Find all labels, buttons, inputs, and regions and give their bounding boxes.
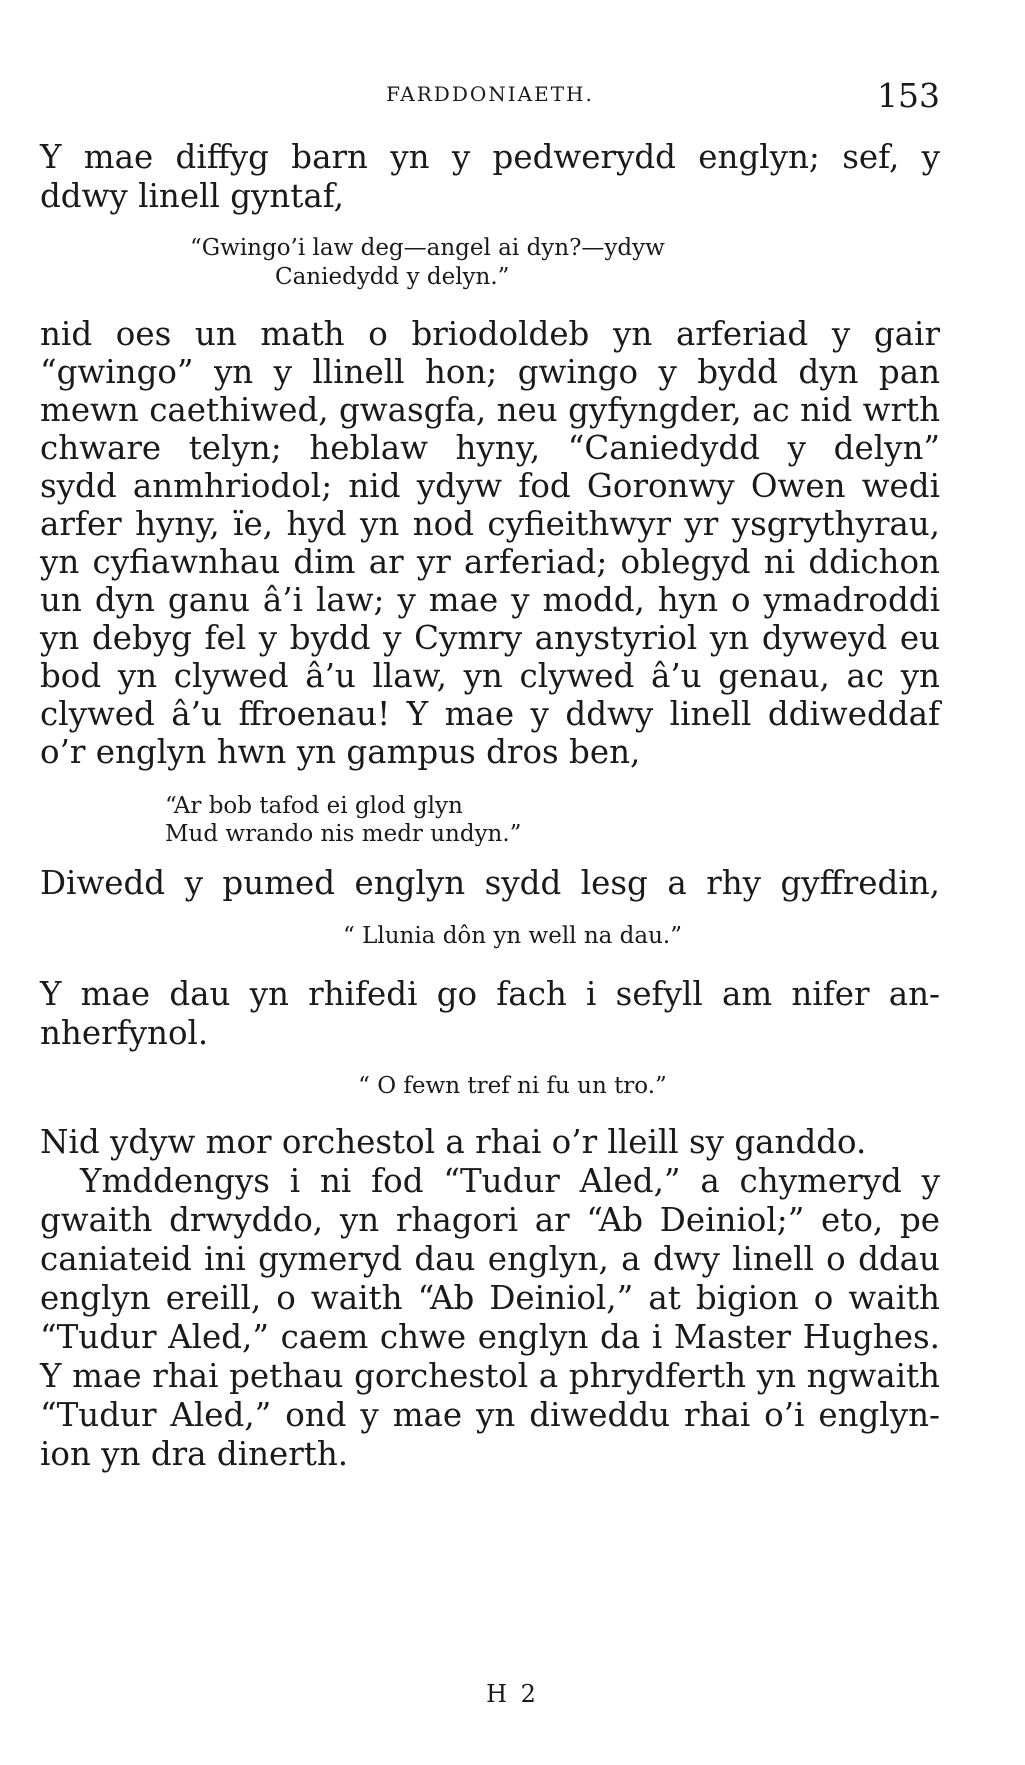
text-line: sydd anmhriodol; nid ydyw fod Goronwy Owen wedi: [40, 467, 940, 505]
text-line: nherfynol.: [40, 1014, 209, 1052]
running-header: [40, 76, 940, 116]
text-line: caniateid ini gymeryd dau englyn, a dwy linell o ddau: [40, 1240, 940, 1278]
text-line: Y mae diffyg barn yn y pedwerydd englyn; sef, y: [40, 138, 940, 176]
text-line: nid oes un math o briodoldeb yn arferiad y gair: [40, 315, 940, 353]
text-line: ion yn dra dinerth.: [40, 1435, 349, 1473]
text-line: Y mae dau yn rhifedi go fach i sefyll am nifer an-: [40, 975, 940, 1013]
text-line: gwaith drwyddo, yn rhagori ar “Ab Deiniol;” eto, pe: [40, 1201, 940, 1239]
text-line: Diwedd y pumed englyn sydd lesg a rhy gyffredin,: [40, 864, 940, 902]
text-line: englyn ereill, o waith “Ab Deiniol,” at bigion o waith: [40, 1279, 940, 1317]
text-line: o’r englyn hwn yn gampus dros ben,: [40, 733, 641, 771]
quote-line: “Gwingo’i law deg—angel ai dyn?—ydyw: [190, 235, 665, 261]
text-line: Nid ydyw mor orchestol a rhai o’r lleill sy ganddo.: [40, 1123, 867, 1161]
quote-line: “Ar bob tafod ei glod glyn: [165, 793, 463, 819]
text-line: bod yn clywed â’u llaw, yn clywed â’u genau, ac yn: [40, 657, 940, 695]
quote-line: Caniedydd y delyn.”: [275, 264, 510, 290]
text-line: yn cyfiawnhau dim ar yr arferiad; oblegyd ni ddichon: [40, 543, 940, 581]
text-line: ddwy linell gyntaf,: [40, 177, 344, 215]
text-line: “Tudur Aled,” ond y mae yn diweddu rhai o’i englyn-: [40, 1396, 940, 1434]
text-line: un dyn ganu â’i law; y mae y modd, hyn o ymadroddi: [40, 581, 940, 619]
page-number: 153: [877, 76, 940, 115]
text-line: yn debyg fel y bydd y Cymry anystyriol yn dyweyd eu: [40, 619, 940, 657]
text-line: clywed â’u ffroenau! Y mae y ddwy linell ddiweddaf: [40, 695, 940, 733]
text-line: arfer hyny, ïe, hyd yn nod cyfieithwyr yr ysgrythyrau,: [40, 505, 940, 543]
quote-line: “ O fewn tref ni fu un tro.”: [358, 1073, 667, 1099]
running-title: FARDDONIAETH.: [386, 82, 594, 106]
text-line: “gwingo” yn y llinell hon; gwingo y bydd dyn pan: [40, 353, 940, 391]
text-line: Y mae rhai pethau gorchestol a phrydferth yn ngwaith: [40, 1357, 940, 1395]
quote-line: “ Llunia dôn yn well na dau.”: [343, 923, 682, 949]
quote-line: Mud wrando nis medr undyn.”: [165, 821, 522, 847]
text-line: chware telyn; heblaw hyny, “Caniedydd y delyn”: [40, 429, 940, 467]
text-line: mewn caethiwed, gwasgfa, neu gyfyngder, ac nid wrth: [40, 391, 940, 429]
text-line: Ymddengys i ni fod “Tudur Aled,” a chymeryd y: [80, 1162, 940, 1200]
signature-mark: H 2: [486, 1680, 539, 1708]
text-line: “Tudur Aled,” caem chwe englyn da i Master Hughes.: [40, 1318, 940, 1356]
